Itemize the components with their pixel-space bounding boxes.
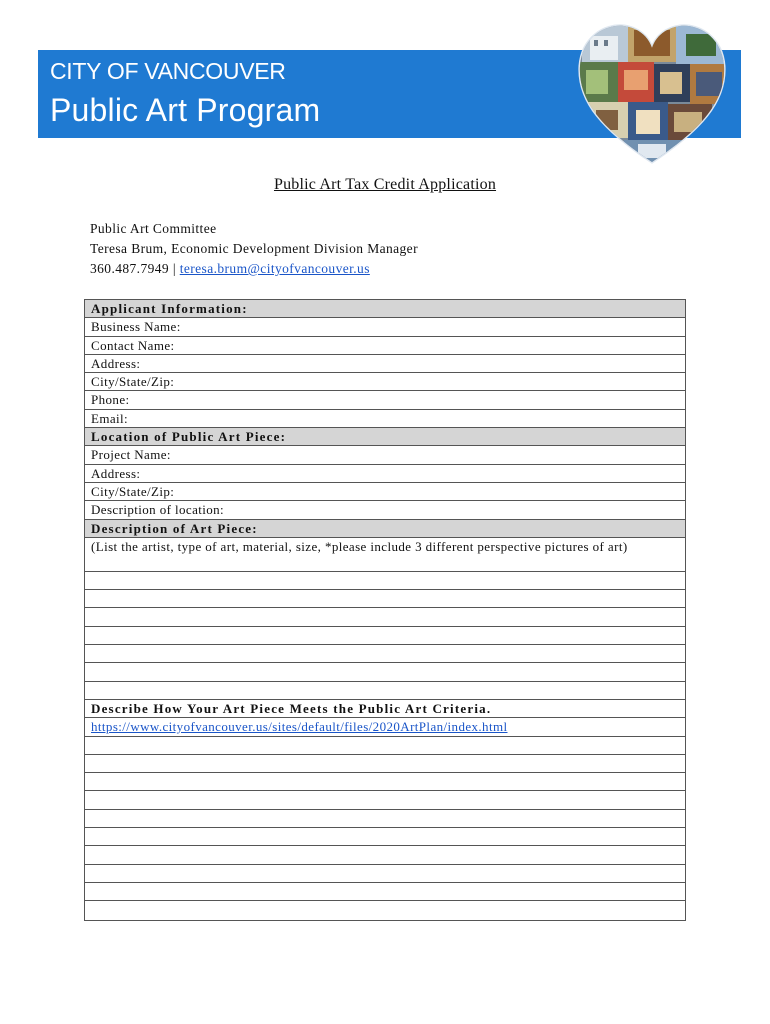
criteria-line[interactable] [85, 901, 685, 919]
section-header-location: Location of Public Art Piece: [85, 428, 685, 446]
form-title [0, 176, 770, 194]
city-name: CITY OF VANCOUVER [50, 58, 286, 84]
section-header-criteria: Describe How Your Art Piece Meets the Public Art Criteria. [85, 700, 685, 718]
committee-name: Public Art Committee [90, 221, 217, 236]
criteria-line[interactable] [85, 737, 685, 755]
contact-phone-email [90, 259, 418, 279]
address-field[interactable]: Address: [85, 355, 685, 373]
criteria-line[interactable] [85, 791, 685, 809]
criteria-line[interactable] [85, 755, 685, 773]
project-name-field[interactable]: Project Name: [85, 446, 685, 464]
section-header-description: Description of Art Piece: [85, 520, 685, 538]
program-title: Public Art Program [50, 92, 321, 128]
contact-person: Teresa Brum, Economic Development Division Manager [90, 241, 418, 256]
criteria-line[interactable] [85, 846, 685, 864]
description-line[interactable] [85, 627, 685, 645]
description-line[interactable] [85, 682, 685, 700]
application-form [84, 299, 686, 921]
criteria-link-row [85, 718, 685, 736]
location-description-field[interactable]: Description of location: [85, 501, 685, 519]
phone-field[interactable]: Phone: [85, 391, 685, 409]
criteria-line[interactable] [85, 883, 685, 901]
description-line[interactable] [85, 572, 685, 590]
description-line[interactable] [85, 645, 685, 663]
business-name-field[interactable]: Business Name: [85, 318, 685, 336]
description-line[interactable] [85, 590, 685, 608]
email-link[interactable]: teresa.brum@cityofvancouver.us [179, 261, 370, 276]
description-instructions: (List the artist, type of art, material, size, *please include 3 different perspective pictures of art) [85, 538, 685, 572]
description-line[interactable] [85, 608, 685, 626]
criteria-line[interactable] [85, 810, 685, 828]
location-city-state-zip-field[interactable]: City/State/Zip: [85, 483, 685, 501]
contact-block [90, 219, 418, 279]
heart-photo-collage-icon [574, 22, 730, 168]
separator: | [169, 261, 180, 276]
contact-name-field[interactable]: Contact Name: [85, 337, 685, 355]
criteria-line[interactable] [85, 828, 685, 846]
criteria-line[interactable] [85, 865, 685, 883]
email-field[interactable]: Email: [85, 410, 685, 428]
section-header-applicant: Applicant Information: [85, 300, 685, 318]
location-address-field[interactable]: Address: [85, 465, 685, 483]
description-line[interactable] [85, 663, 685, 681]
city-state-zip-field[interactable]: City/State/Zip: [85, 373, 685, 391]
form-title-text: Public Art Tax Credit Application [273, 176, 497, 193]
criteria-line[interactable] [85, 773, 685, 791]
art-plan-link[interactable]: https://www.cityofvancouver.us/sites/default/files/2020ArtPlan/index.html [91, 719, 508, 735]
phone-number: 360.487.7949 [90, 261, 170, 276]
